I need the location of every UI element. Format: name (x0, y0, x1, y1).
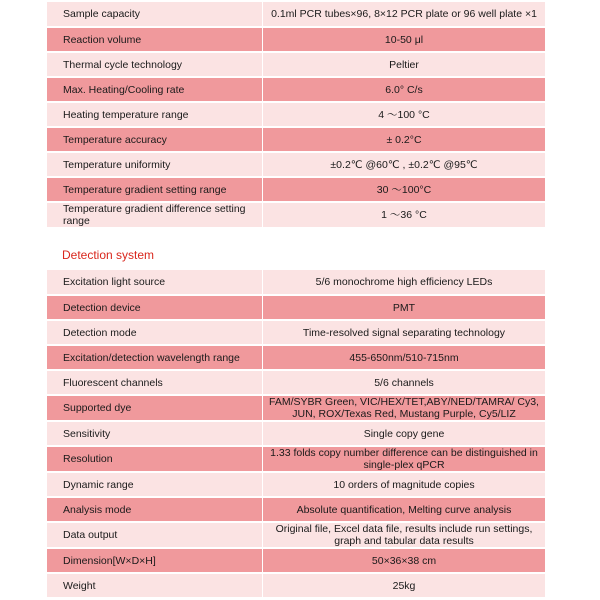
spec-label: Fluorescent channels (47, 370, 263, 395)
spec-value: 6.0° C/s (263, 77, 546, 102)
table-row (47, 573, 545, 598)
table-row (47, 270, 545, 295)
spec-label: Temperature accuracy (47, 127, 263, 152)
spec-label: Dimension[W×D×H] (47, 548, 263, 573)
spec-label: Excitation/detection wavelength range (47, 345, 263, 370)
table-row (47, 370, 545, 395)
detection-spec-table (47, 270, 545, 599)
table-row (47, 446, 545, 472)
spec-label: Temperature gradient setting range (47, 177, 263, 202)
table-row (47, 2, 545, 27)
table-row (47, 522, 545, 548)
spec-value: 30 ～100°C (263, 177, 546, 202)
spec-label: Detection mode (47, 320, 263, 345)
spec-value: Time-resolved signal separating technology (263, 320, 546, 345)
spec-label: Max. Heating/Cooling rate (47, 77, 263, 102)
spec-value: 25kg (263, 573, 546, 598)
table-row (47, 421, 545, 446)
spec-label: Heating temperature range (47, 102, 263, 127)
table-row (47, 395, 545, 421)
table-row (47, 345, 545, 370)
table-row (47, 202, 545, 228)
spec-label: Supported dye (47, 395, 263, 421)
table-row (47, 52, 545, 77)
spec-value: FAM/SYBR Green, VIC/HEX/TET,ABY/NED/TAMRA/ Cy3, JUN, ROX/Texas Red, Mustang Purple, Cy5/LIZ (263, 395, 546, 421)
table-row (47, 177, 545, 202)
table-row (47, 320, 545, 345)
spec-label: Weight (47, 573, 263, 598)
spec-label: Sensitivity (47, 421, 263, 446)
table-row (47, 472, 545, 497)
spec-value: 10-50 μl (263, 27, 546, 52)
spec-label: Reaction volume (47, 27, 263, 52)
spec-value: PMT (263, 295, 546, 320)
spec-label: Data output (47, 522, 263, 548)
spec-label: Sample capacity (47, 2, 263, 27)
table-row (47, 152, 545, 177)
spec-label: Excitation light source (47, 270, 263, 295)
table-row (47, 127, 545, 152)
spec-label: Resolution (47, 446, 263, 472)
spec-value: 4 ～100 °C (263, 102, 546, 127)
spec-value: 455-650nm/510-715nm (263, 345, 546, 370)
spec-value: 10 orders of magnitude copies (263, 472, 546, 497)
section-heading-detection: Detection system (62, 248, 155, 262)
spec-value: Absolute quantification, Melting curve analysis (263, 497, 546, 522)
table-row (47, 295, 545, 320)
spec-label: Temperature gradient difference setting range (47, 202, 263, 228)
table-row (47, 497, 545, 522)
spec-label: Dynamic range (47, 472, 263, 497)
spec-label: Temperature uniformity (47, 152, 263, 177)
spec-label: Analysis mode (47, 497, 263, 522)
spec-value: Single copy gene (263, 421, 546, 446)
spec-value: Peltier (263, 52, 546, 77)
spec-value: 5/6 channels (263, 370, 546, 395)
spec-value: Original file, Excel data file, results include run settings, graph and tabular data results (263, 522, 546, 548)
thermal-spec-table (47, 2, 545, 229)
table-row (47, 77, 545, 102)
spec-value: ± 0.2°C (263, 127, 546, 152)
spec-value: 50×36×38 cm (263, 548, 546, 573)
spec-value: ±0.2℃ @60℃ , ±0.2℃ @95℃ (263, 152, 546, 177)
spec-value: 0.1ml PCR tubes×96, 8×12 PCR plate or 96 well plate ×1 (263, 2, 546, 27)
spec-label: Thermal cycle technology (47, 52, 263, 77)
table-row (47, 27, 545, 52)
spec-label: Detection device (47, 295, 263, 320)
table-row (47, 548, 545, 573)
spec-value: 1 ～36 °C (263, 202, 546, 228)
spec-value: 1.33 folds copy number difference can be distinguished in single-plex qPCR (263, 446, 546, 472)
spec-value: 5/6 monochrome high efficiency LEDs (263, 270, 546, 295)
table-row (47, 102, 545, 127)
